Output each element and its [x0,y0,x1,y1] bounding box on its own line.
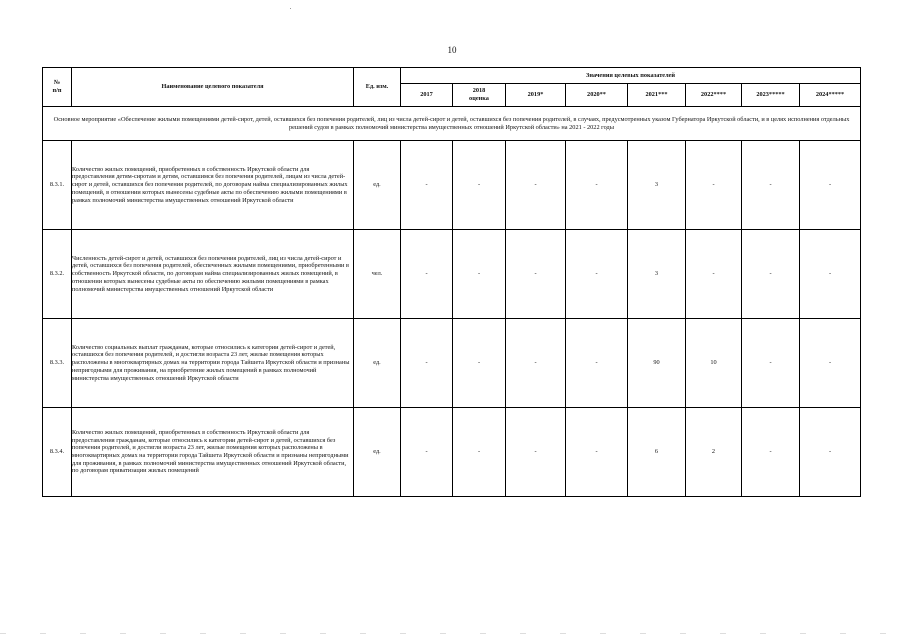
value-cell: 90 [628,319,686,408]
indicator-name: Количество жилых помещений, приобретенных в собственность Иркутской области для предоставления гражданам, которые относились к категории детей-сирот и детей, оставшихся без попечения родителей, и достигли возраста 23 лет, жилые помещения которых расположены в многоквартирных домах на территории города Тайшета Иркутской области и признаны непригодными для проживания, в рамках полномочий министерства имущественных отношений Иркутской области, по договорам приватизации жилых помещений [72,408,354,497]
value-cell: - [742,141,800,230]
value-cell: 2 [686,408,742,497]
indicator-name: Численность детей-сирот и детей, оставшихся без попечения родителей, лиц из числа детей-сирот и детей, оставшихся без попечения родителей, обеспеченных жилыми помещениями, приобретенными в собственность Иркутской области, по договорам найма специализированных жилых помещений, в отношении которых вынесены судебные акты по обеспечению жилыми помещениями в рамках полномочий министерства имущественных отношений Иркутской области [72,230,354,319]
row-number: 8.3.4. [43,408,72,497]
value-cell: - [800,408,861,497]
value-cell: - [566,141,628,230]
value-cell: 6 [628,408,686,497]
value-cell: 3 [628,141,686,230]
value-cell: - [742,230,800,319]
header-unit: Ед. изм. [354,68,401,107]
main-event-row: Основное мероприятие «Обеспечение жилыми помещениями детей-сирот, детей, оставшихся без попечения родителей, лиц из числа детей-сирот и детей, оставшихся без попечения родителей, в случаях, предусмотренных указом Губернатора Иркутской области, и в целях исполнения отдельных решений судов в рамках полномочий министерства имущественных отношений Иркутской области» на 2021 - 2022 годы [43,107,861,141]
value-cell: - [453,230,506,319]
value-cell: 3 [628,230,686,319]
target-indicators-table [42,67,861,497]
header-year: 2024***** [800,84,861,107]
page-number: 10 [447,45,457,55]
value-cell: - [686,230,742,319]
header-year: 2020** [566,84,628,107]
value-cell: 10 [686,319,742,408]
value-cell: - [401,319,453,408]
unit-cell: ед. [354,319,401,408]
table-row [43,230,861,319]
scan-artifact-line [0,633,904,634]
header-year: 2023***** [742,84,800,107]
value-cell: - [566,230,628,319]
header-year: 2021*** [628,84,686,107]
value-cell: - [506,230,566,319]
value-cell: - [742,319,800,408]
header-year: 2019* [506,84,566,107]
indicator-name: Количество социальных выплат гражданам, которые относились к категории детей-сирот и детей, оставшихся без попечения родителей, и достигли возраста 23 лет, жилые помещения которых расположены в многоквартирных домах на территории города Тайшета Иркутской области и признаны непригодными для проживания, на приобретение жилых помещений в рамках полномочий министерства имущественных отношений Иркутской области [72,319,354,408]
unit-cell: ед. [354,408,401,497]
value-cell: - [566,408,628,497]
value-cell: - [566,319,628,408]
value-cell: - [401,408,453,497]
header-values-group: Значения целевых показателей [401,68,861,84]
value-cell: - [401,230,453,319]
header-name: Наименование целевого показателя [72,68,354,107]
scan-speck [290,8,291,9]
value-cell: - [453,319,506,408]
value-cell: - [401,141,453,230]
row-number: 8.3.3. [43,319,72,408]
row-number: 8.3.1. [43,141,72,230]
table-row [43,408,861,497]
row-number: 8.3.2. [43,230,72,319]
unit-cell: чел. [354,230,401,319]
table-row [43,141,861,230]
header-year: 2022**** [686,84,742,107]
header-num: № п/п [43,68,72,107]
value-cell: - [453,141,506,230]
value-cell: - [800,230,861,319]
header-year: 2018 оценка [453,84,506,107]
indicator-name: Количество жилых помещений, приобретенных в собственность Иркутской области для предоставления детям-сиротам и детям, оставшимся без попечения родителей, лицам из числа детей-сирот и детей, оставшихся без попечения родителей, по договорам найма специализированных жилых помещений, в отношении которых вынесены судебные акты по обеспечению жилыми помещениями в рамках полномочий министерства имущественных отношений Иркутской области [72,141,354,230]
value-cell: - [506,141,566,230]
value-cell: - [453,408,506,497]
value-cell: - [800,319,861,408]
value-cell: - [686,141,742,230]
value-cell: - [506,319,566,408]
table-row [43,319,861,408]
header-year: 2017 [401,84,453,107]
value-cell: - [742,408,800,497]
value-cell: - [800,141,861,230]
unit-cell: ед. [354,141,401,230]
value-cell: - [506,408,566,497]
